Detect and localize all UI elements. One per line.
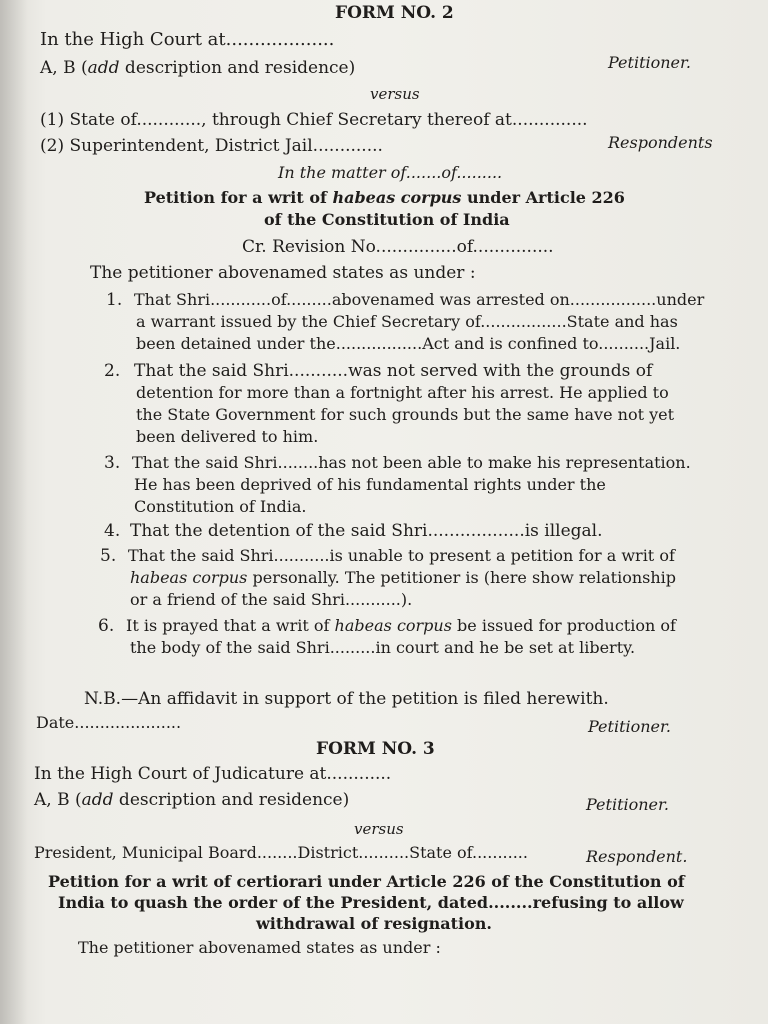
item-line: habeas corpus personally. The petitioner is (here show relationship: [130, 568, 677, 587]
form-2-intro: The petitioner abovenamed states as under :: [90, 263, 476, 283]
item-line: That Shri............of.........abovenamed was arrested on.................under: [134, 290, 705, 309]
item-line: a warrant issued by the Chief Secretary of.................State and has: [136, 312, 678, 331]
form-2-petitioner-signature: Petitioner.: [588, 717, 671, 736]
form-2-versus: versus: [370, 85, 420, 103]
item-line: the body of the said Shri.........in court and he be set at liberty.: [130, 638, 636, 657]
item-number: 1.: [106, 290, 123, 310]
form-2-petitioner-label: Petitioner.: [608, 53, 691, 72]
item-line: It is prayed that a writ of habeas corpus be issued for production of: [126, 616, 676, 635]
form-2-court: In the High Court at...................: [40, 29, 335, 50]
form-3-heading-line-1: Petition for a writ of certiorari under Article 226 of the Constitution of: [48, 872, 685, 891]
form-2-respondents-label: Respondents: [608, 133, 713, 152]
item-number: 2.: [104, 361, 121, 381]
form-2-respondent-1: (1) State of............, through Chief Secretary thereof at..............: [40, 110, 588, 130]
form-2-nb-note: N.B.—An affidavit in support of the petition is filed herewith.: [84, 689, 609, 709]
item-line: been detained under the.................Act and is confined to..........Jail.: [136, 334, 681, 353]
form-3-respondent-line: President, Municipal Board........District..........State of...........: [34, 843, 528, 862]
form-3-versus: versus: [354, 820, 404, 838]
form-2-date: Date.....................: [36, 713, 182, 732]
form-2-heading-line-1: Petition for a writ of habeas corpus under Article 226: [144, 188, 625, 207]
item-line: That the said Shri...........is unable to present a petition for a writ of: [128, 546, 675, 565]
form-2-party: A, B (add description and residence): [40, 58, 356, 78]
item-line: That the said Shri...........was not served with the grounds of: [134, 361, 653, 381]
form-3-title: FORM NO. 3: [316, 739, 435, 759]
form-3-intro: The petitioner abovenamed states as under :: [78, 938, 441, 957]
item-number: 4.: [104, 521, 121, 541]
item-line: or a friend of the said Shri...........).: [130, 590, 413, 609]
item-number: 3.: [104, 453, 121, 473]
item-line: been delivered to him.: [136, 427, 319, 446]
form-2-matter: In the matter of.......of.........: [278, 163, 503, 182]
form-3-court: In the High Court of Judicature at............: [34, 764, 392, 784]
form-3-heading-line-3: withdrawal of resignation.: [256, 914, 492, 933]
item-line: the State Government for such grounds but the same have not yet: [136, 405, 675, 424]
item-number: 5.: [100, 546, 117, 566]
item-line: Constitution of India.: [134, 497, 307, 516]
form-2-revision-number: Cr. Revision No...............of...............: [242, 237, 554, 257]
item-line: He has been deprived of his fundamental rights under the: [134, 475, 606, 494]
form-2-respondent-2: (2) Superintendent, District Jail.............: [40, 136, 383, 156]
form-3-respondent-label: Respondent.: [586, 847, 688, 866]
item-line: detention for more than a fortnight after his arrest. He applied to: [136, 383, 669, 402]
form-2-heading-line-2: of the Constitution of India: [264, 210, 510, 229]
form-2-title: FORM NO. 2: [335, 3, 454, 23]
item-line: That the said Shri........has not been able to make his representation.: [132, 453, 691, 472]
form-3-petitioner-label: Petitioner.: [586, 795, 669, 814]
form-3-heading-line-2: India to quash the order of the President, dated........refusing to allow: [58, 893, 684, 912]
item-line: That the detention of the said Shri..................is illegal.: [130, 521, 603, 541]
form-3-party: A, B (add description and residence): [34, 790, 350, 810]
page-edge-shadow: [0, 0, 28, 1024]
item-number: 6.: [98, 616, 115, 636]
